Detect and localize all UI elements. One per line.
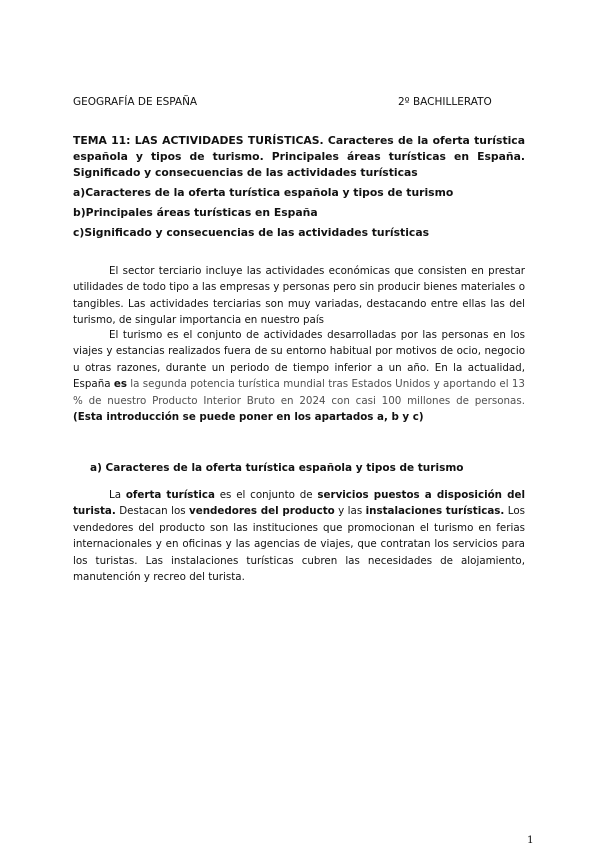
section-list-item-a: a)Caracteres de la oferta turística española y tipos de turismo — [73, 186, 454, 199]
sa-bold-2: servicios puestos a disposición del turista. — [73, 489, 525, 518]
intro-paragraph-2 — [73, 327, 525, 425]
intro-p2-note: (Esta introducción se puede poner en los apartados a, b y c) — [73, 411, 424, 424]
sa-text-4: y las — [334, 505, 366, 518]
section-a-heading: a) Caracteres de la oferta turística española y tipos de turismo — [90, 462, 464, 474]
topic-title: TEMA 11: LAS ACTIVIDADES TURÍSTICAS. Caracteres de la oferta turística española y tipos de turismo. Principales áreas turísticas en España. Significado y consecuencias de las actividades turísticas — [73, 134, 525, 179]
section-list-item-c: c)Significado y consecuencias de las actividades turísticas — [73, 226, 430, 239]
sa-bold-3: vendedores del producto — [189, 505, 335, 518]
intro-p2-text-a: El turismo es el conjunto de actividades desarrolladas por las personas en los viajes y estancias realizados fuera de su entorno habitual por motivos de ocio, negocio u otras razones, durante un periodo de tiempo inferior a un año. En la actualidad, España — [73, 329, 525, 391]
intro-p2-text-b: la segunda potencia turística mundial tras Estados Unidos y aportando el 13 % de nuestro Producto Interior Bruto en 2024 con casi 100 millones de personas. — [73, 378, 525, 407]
intro-paragraph-1: El sector terciario incluye las actividades económicas que consisten en prestar utilidades de todo tipo a las empresas y personas pero sin producir bienes materiales o tangibles. Las actividades terciarias son muy variadas, destacando entre ellas las del turismo, de singular importancia en nuestro país — [73, 265, 525, 327]
section-list-item-b: b)Principales áreas turísticas en España — [73, 206, 318, 219]
sa-text-1: La — [109, 489, 126, 501]
sa-text-2: es el conjunto de — [214, 489, 318, 501]
sa-bold-1: oferta turística — [125, 489, 215, 501]
sa-text-3: Destacan los — [115, 505, 190, 518]
sa-text-5: Los vendedores del producto son las instituciones que promocionan el turismo en ferias internacionales y en oficinas y las agencias de viajes, que contratan los servicios para los turistas. Las instalaciones turísticas cubren las necesidades de alojamiento, manutención y recreo del turista. — [73, 505, 525, 584]
intro-p2-es: es — [113, 378, 127, 391]
sa-bold-4: instalaciones turísticas. — [365, 505, 505, 518]
page-number: 1 — [527, 834, 534, 846]
header-course: 2º BACHILLERATO — [398, 96, 492, 108]
section-a-paragraph — [73, 487, 525, 585]
header-subject: GEOGRAFÍA DE ESPAÑA — [73, 96, 198, 108]
